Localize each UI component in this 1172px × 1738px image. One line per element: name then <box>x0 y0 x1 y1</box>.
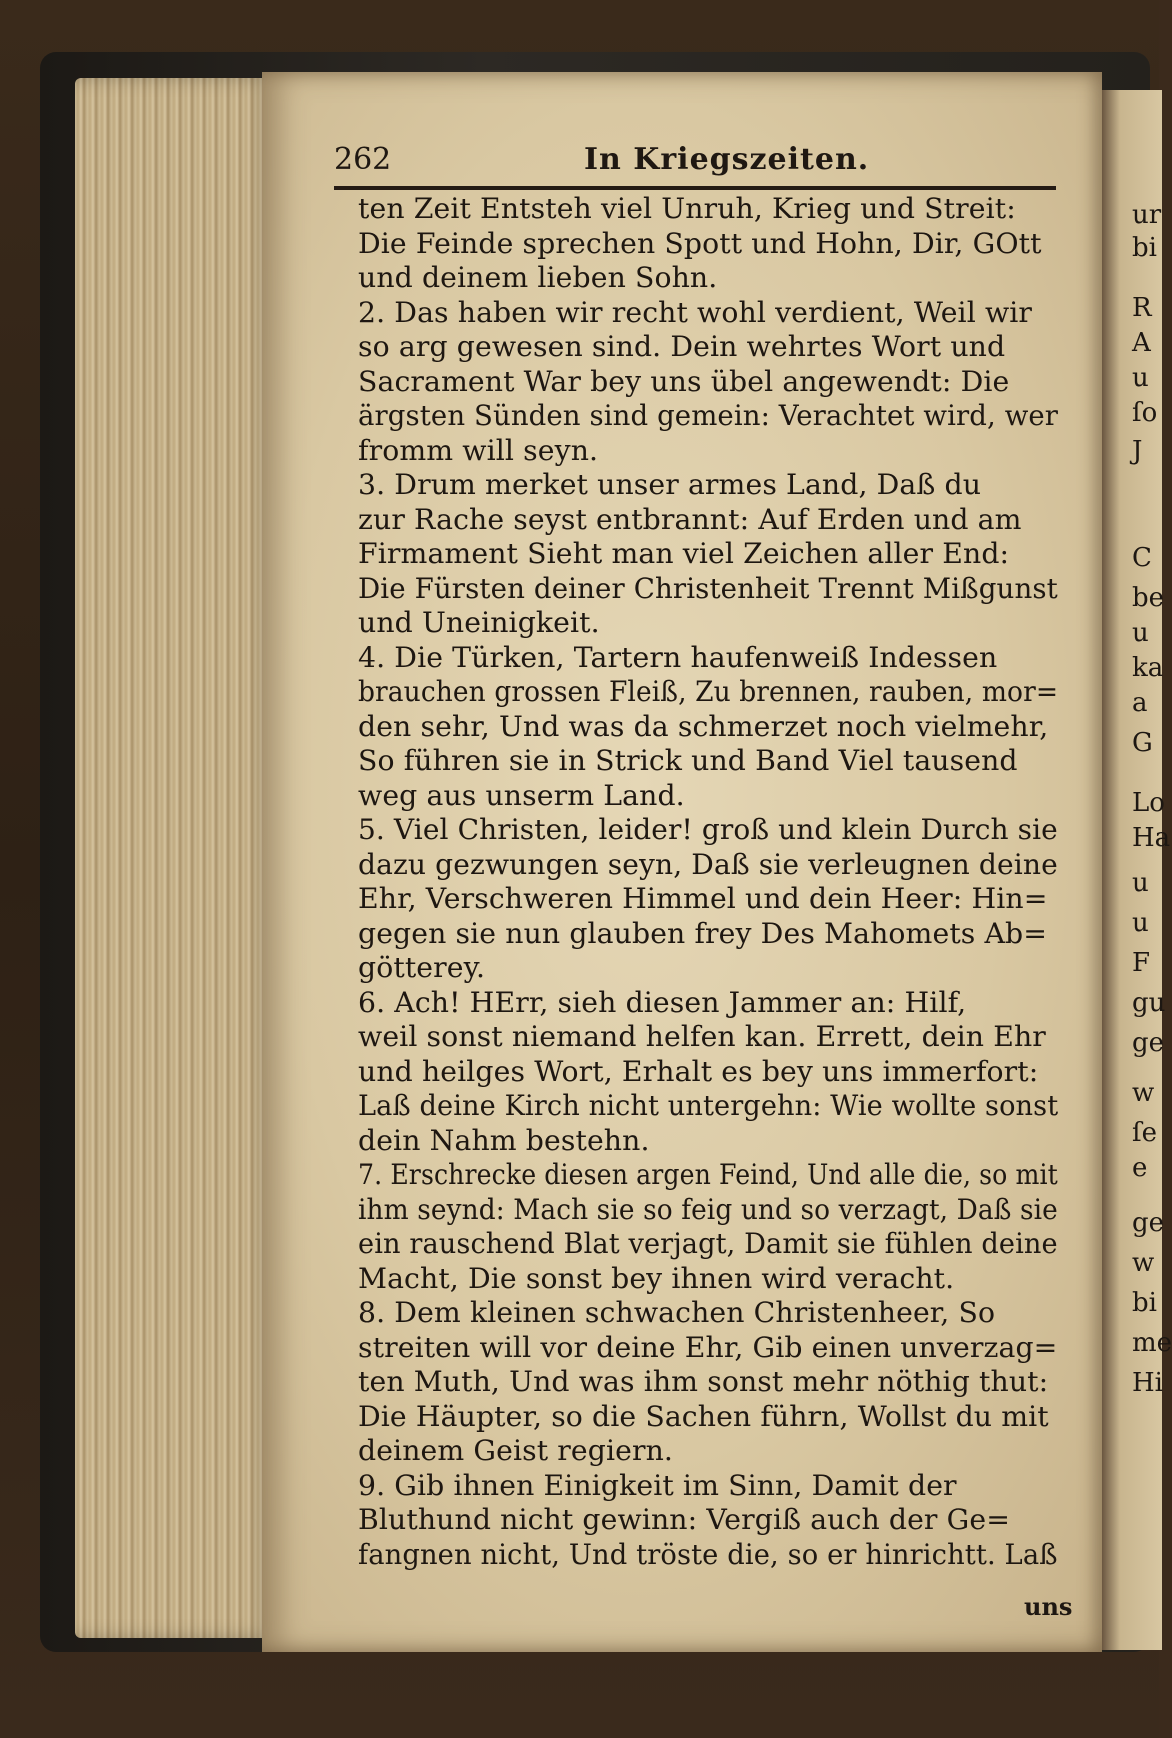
facing-page-fragment: A <box>1132 328 1151 358</box>
text-line: brauchen grossen Fleiß, Zu brennen, rauben, mor= <box>358 675 1059 708</box>
text-line: weg aus unserm Land. <box>358 778 685 812</box>
text-line: götterey. <box>358 951 486 984</box>
facing-page-fragment: ſe <box>1132 1118 1158 1148</box>
text-line: Die Fürsten deiner Christenheit Trennt Mißgunst <box>358 571 1058 605</box>
facing-page-fragment: R <box>1132 293 1152 323</box>
facing-page-fragment: Lo <box>1132 788 1165 818</box>
text-line: so arg gewesen sind. Dein wehrtes Wort und <box>358 330 1006 363</box>
text-line: So führen sie in Strick und Band Viel tausend <box>358 744 1018 777</box>
facing-page-fragment: ur <box>1132 200 1162 230</box>
text-line: Die Feinde sprechen Spott und Hohn, Dir, GOtt <box>358 226 1042 260</box>
text-line: ten Muth, Und was ihm sonst mehr nöthig thut: <box>358 1365 1049 1398</box>
facing-page-fragment: u <box>1132 868 1149 898</box>
text-line: 6. Ach! HErr, sieh diesen Jammer an: Hilf, <box>358 985 967 1019</box>
facing-page-fragment: C <box>1132 543 1152 573</box>
body-text <box>358 192 1058 1572</box>
text-line: und deinem lieben Sohn. <box>358 261 718 294</box>
facing-page-fragment: u <box>1132 618 1149 648</box>
facing-page-fragment: gu <box>1132 988 1166 1018</box>
text-line: dazu gezwungen seyn, Daß sie verleugnen deine <box>358 847 1058 881</box>
facing-page-fragment: me <box>1132 1328 1172 1358</box>
catchword: uns <box>1024 1592 1073 1621</box>
text-line: streiten will vor deine Ehr, Gib einen unverzag= <box>358 1330 1058 1364</box>
facing-page-fragment: bi <box>1132 1288 1157 1318</box>
text-line: ein rauschend Blat verjagt, Damit sie fühlen deine <box>358 1227 1058 1260</box>
page-header <box>334 138 1054 182</box>
facing-page-fragment: Ha <box>1132 823 1171 853</box>
facing-page-fragment: w <box>1132 1078 1155 1108</box>
text-line: dein Nahm bestehn. <box>358 1123 650 1157</box>
text-line: 4. Die Türken, Tartern haufenweiß Indessen <box>358 640 998 674</box>
facing-page-fragment: G <box>1132 728 1153 758</box>
facing-page-fragment: ſo <box>1132 398 1158 428</box>
facing-page-fragment: ge <box>1132 1208 1165 1238</box>
text-line: deinem Geist regiern. <box>358 1434 674 1467</box>
facing-page-fragment: F <box>1132 948 1151 978</box>
facing-page-fragment: w <box>1132 1248 1155 1278</box>
text-line: fangnen nicht, Und tröste die, so er hinrichtt. Laß <box>358 1537 1058 1571</box>
page-number: 262 <box>334 142 392 177</box>
facing-page-fragment: ge <box>1132 1028 1165 1058</box>
text-line: ärgsten Sünden sind gemein: Verachtet wird, wer <box>358 399 1059 432</box>
text-line: Die Häupter, so die Sachen führn, Wollst du mit <box>358 1399 1049 1433</box>
text-line: Firmament Sieht man viel Zeichen aller End: <box>358 537 1010 570</box>
facing-page-fragment: u <box>1132 363 1149 393</box>
facing-page-fragment: be <box>1132 583 1165 613</box>
facing-page-fragment: J <box>1132 436 1143 466</box>
facing-page-fragment: a <box>1132 688 1148 718</box>
text-line: 7. Erschrecke diesen argen Feind, Und alle die, so mit <box>358 1158 1058 1191</box>
text-line: 3. Drum merket unser armes Land, Daß du <box>358 468 982 501</box>
text-line: ten Zeit Entsteh viel Unruh, Krieg und Streit: <box>358 192 1016 225</box>
page-edges <box>75 78 275 1638</box>
facing-page-fragment: ka <box>1132 653 1164 683</box>
text-line: 5. Viel Christen, leider! groß und klein Durch sie <box>358 813 1058 846</box>
text-line: fromm will seyn. <box>358 433 599 467</box>
facing-page-edge <box>1102 90 1172 1650</box>
text-line: 8. Dem kleinen schwachen Christenheer, So <box>358 1296 996 1329</box>
facing-page-fragment: e <box>1132 1153 1148 1183</box>
header-rule <box>334 186 1056 190</box>
facing-page-fragment: bi <box>1132 233 1157 263</box>
text-line: Ehr, Verschweren Himmel und dein Heer: Hin= <box>358 882 1048 915</box>
running-title: In Kriegszeiten. <box>584 142 870 177</box>
text-line: Sacrament War bey uns übel angewendt: Die <box>358 364 1010 398</box>
text-line: weil sonst niemand helfen kan. Errett, dein Ehr <box>358 1020 1046 1053</box>
text-line: 9. Gib ihnen Einigkeit im Sinn, Damit der <box>358 1468 957 1502</box>
text-line: Bluthund nicht gewinn: Vergiß auch der Ge= <box>358 1503 1011 1536</box>
text-line: Laß deine Kirch nicht untergehn: Wie wollte sonst <box>358 1089 1059 1122</box>
facing-page-fragment: Hi <box>1132 1368 1163 1398</box>
text-line: und Uneinigkeit. <box>358 606 600 639</box>
facing-page-fragment: u <box>1132 908 1149 938</box>
text-line: 2. Das haben wir recht wohl verdient, Weil wir <box>358 295 1033 329</box>
text-line: zur Rache seyst entbrannt: Auf Erden und am <box>358 502 1022 536</box>
text-line: und heilges Wort, Erhalt es bey uns immerfort: <box>358 1054 1039 1088</box>
text-line: gegen sie nun glauben frey Des Mahomets Ab= <box>358 916 1048 950</box>
text-line: den sehr, Und was da schmerzet noch vielmehr, <box>358 709 1049 743</box>
text-line: ihm seynd: Mach sie so feig und so verzagt, Daß sie <box>358 1192 1058 1226</box>
text-line: Macht, Die sonst bey ihnen wird veracht. <box>358 1261 955 1295</box>
